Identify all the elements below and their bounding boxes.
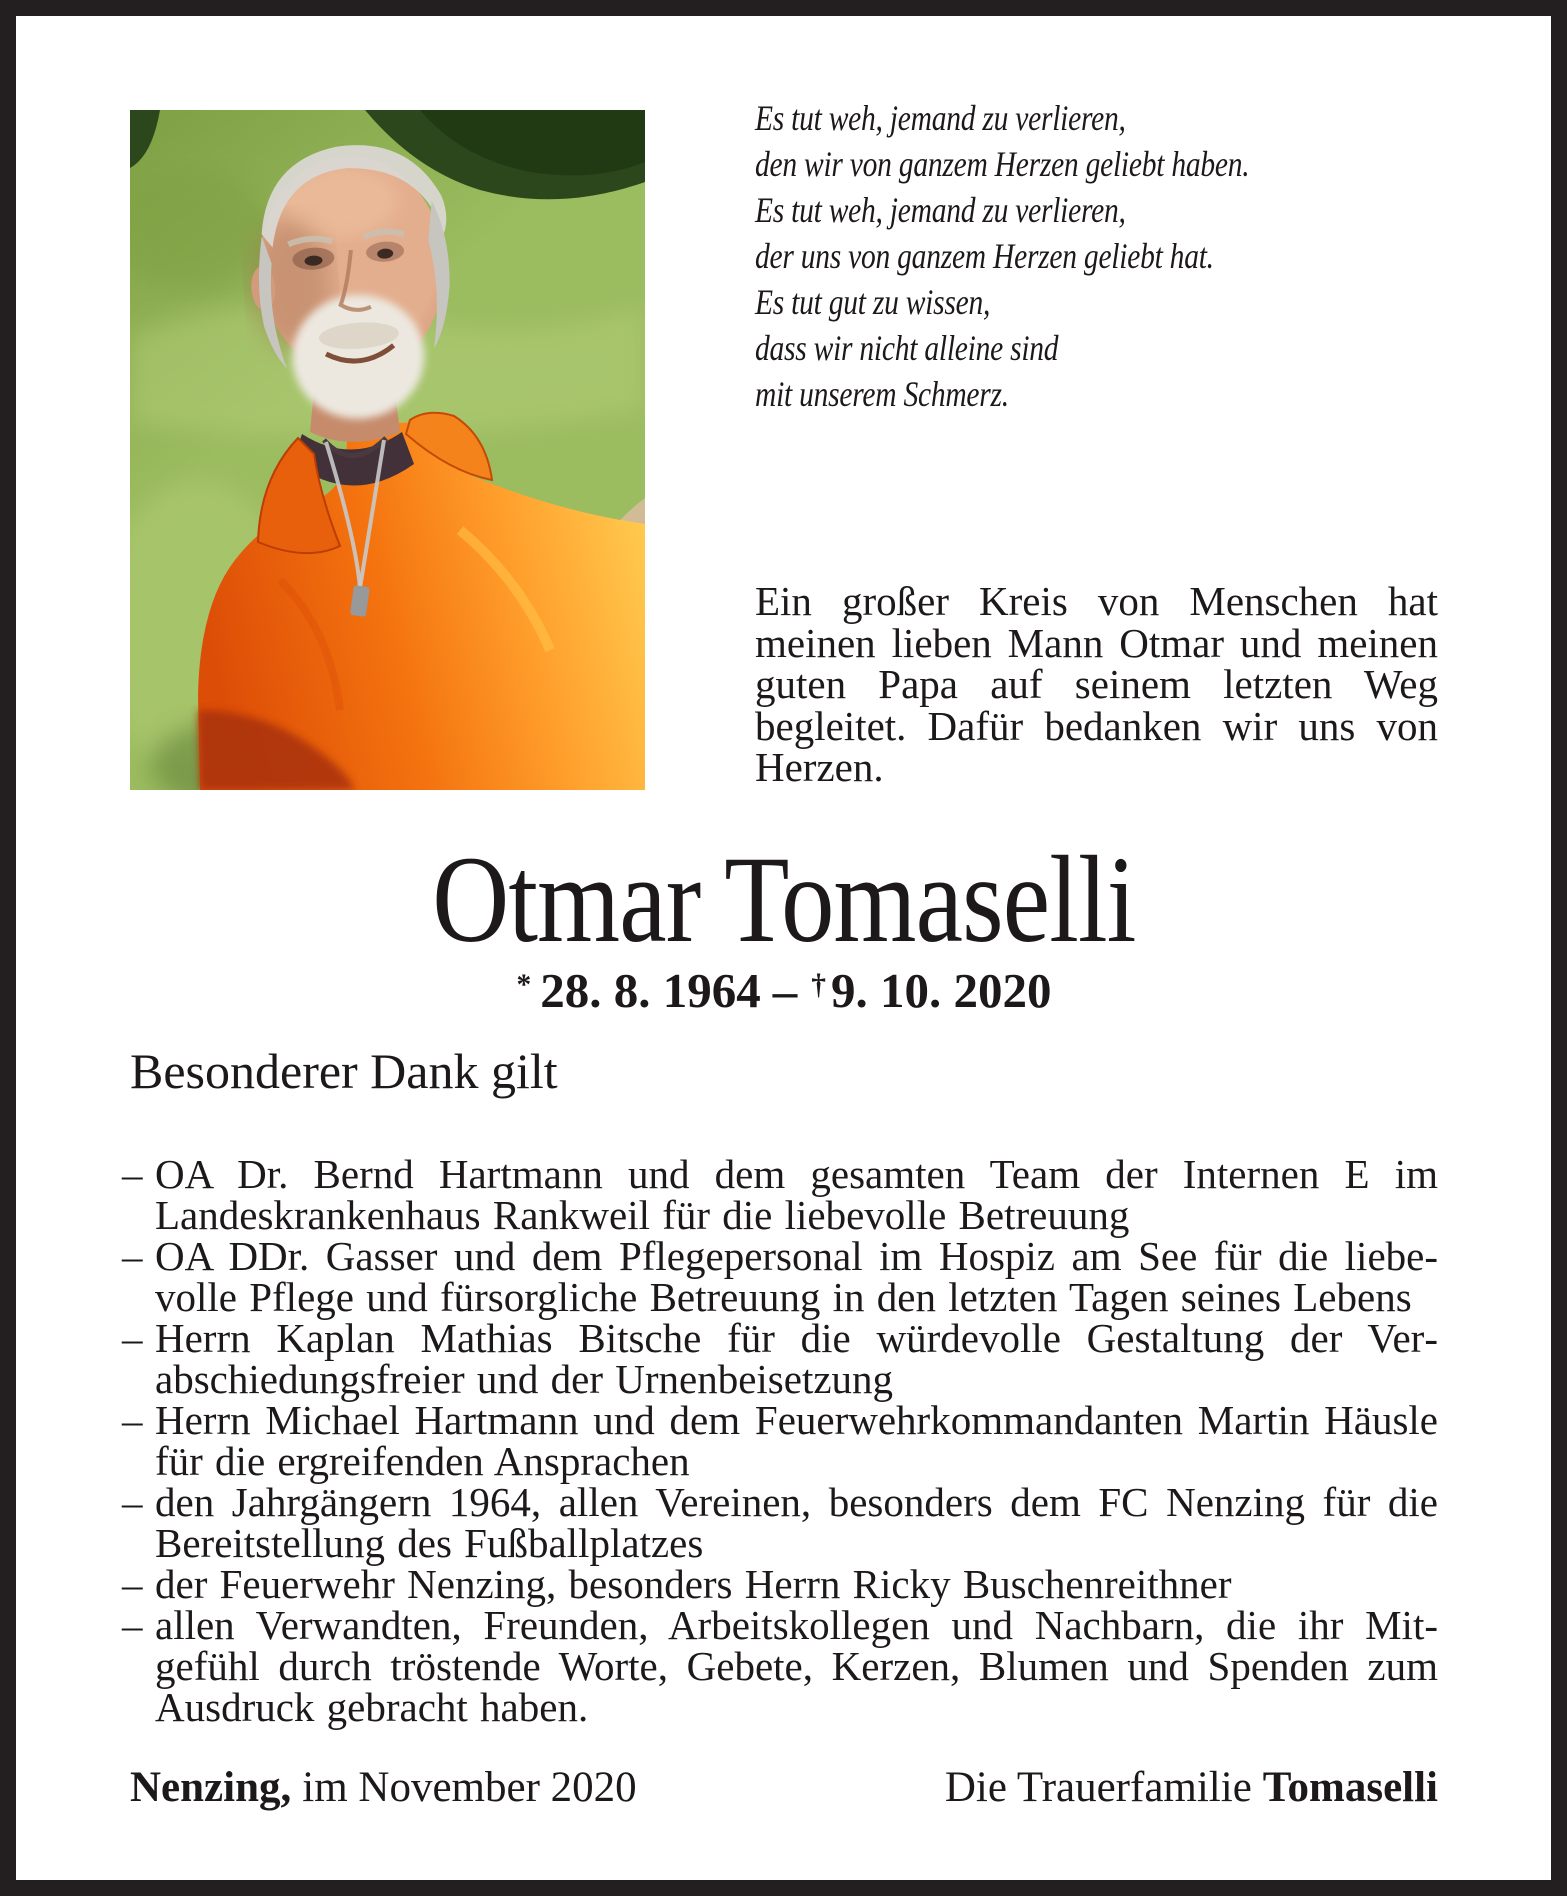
acknowledgement-paragraph: Ein großer Kreis von Menschen hat meinen lieben Mann Otmar und meinen guten Papa auf seinem letzten Weg begleitet. Dafür bedanken wir uns von Herzen. bbox=[755, 578, 1438, 790]
place-and-date bbox=[130, 1763, 637, 1813]
deceased-name bbox=[130, 833, 1438, 967]
poem-line: der uns von ganzem Herzen geliebt hat. bbox=[755, 236, 1214, 276]
thanks-item bbox=[122, 1602, 1438, 1730]
list-dash: – bbox=[122, 1151, 143, 1197]
poem-line: den wir von ganzem Herzen geliebt haben. bbox=[755, 144, 1250, 184]
list-dash: – bbox=[122, 1315, 143, 1361]
list-dash: – bbox=[122, 1233, 143, 1279]
thanks-item bbox=[122, 1397, 1438, 1484]
birth-date: 28. 8. 1964 bbox=[540, 963, 761, 1019]
thanks-item-text: OA Dr. Bernd Hartmann und dem gesamten Team der Internen E im Landeskrankenhaus Rankweil für die liebevolle Betreuung bbox=[155, 1151, 1438, 1238]
thanks-item-text: allen Verwandten, Freunden, Arbeitskollegen und Nachbarn, die ihr Mitgefühl durch tröstende Worte, Gebete, Kerzen, Blumen und Spenden zum Ausdruck gebracht haben. bbox=[155, 1602, 1438, 1730]
thanks-item bbox=[122, 1561, 1438, 1607]
portrait-photo bbox=[130, 110, 645, 790]
list-dash: – bbox=[122, 1602, 143, 1648]
deceased-name-text: Otmar Tomaselli bbox=[432, 831, 1136, 968]
poem-line: Es tut weh, jemand zu verlieren, bbox=[755, 190, 1126, 230]
poem-line: Es tut weh, jemand zu verlieren, bbox=[755, 98, 1126, 138]
date-text: im November 2020 bbox=[302, 1764, 637, 1811]
thanks-item bbox=[122, 1151, 1438, 1238]
poem-line: dass wir nicht alleine sind bbox=[755, 328, 1059, 368]
family-signature bbox=[945, 1763, 1438, 1813]
thanks-item-text: Herrn Kaplan Mathias Bitsche für die würdevolle Gestaltung der Verabschiedungsfreier und der Urnenbeisetzung bbox=[155, 1315, 1438, 1402]
family-prefix: Die Trauerfamilie bbox=[944, 1764, 1252, 1811]
thanks-heading: Besonderer Dank gilt bbox=[130, 1043, 558, 1099]
thanks-item-text: der Feuerwehr Nenzing, besonders Herrn Ricky Buschenreithner bbox=[155, 1561, 1232, 1607]
list-dash: – bbox=[122, 1479, 143, 1525]
poem-line: mit unserem Schmerz. bbox=[755, 374, 1009, 414]
thanks-item bbox=[122, 1479, 1438, 1566]
dates-separator: – bbox=[772, 963, 798, 1019]
list-dash: – bbox=[122, 1397, 143, 1443]
poem-line: Es tut gut zu wissen, bbox=[755, 282, 991, 322]
footer bbox=[130, 1763, 1438, 1813]
life-dates bbox=[130, 957, 1438, 1019]
thanks-item-text: Herrn Michael Hartmann und dem Feuerwehrkommandanten Martin Häusle für die ergreifenden Ansprachen bbox=[155, 1397, 1438, 1484]
thanks-item bbox=[122, 1315, 1438, 1402]
thanks-item-text: OA DDr. Gasser und dem Pflegepersonal im Hospiz am See für die liebevolle Pflege und fürsorgliche Betreuung in den letzten Tagen seines Lebens bbox=[155, 1233, 1438, 1320]
family-name: Tomaselli bbox=[1262, 1764, 1438, 1811]
death-date: 9. 10. 2020 bbox=[830, 963, 1052, 1019]
birth-symbol: * bbox=[516, 969, 532, 1001]
thanks-item bbox=[122, 1233, 1438, 1320]
thanks-list bbox=[122, 1151, 1438, 1730]
condolence-poem bbox=[755, 95, 1249, 417]
place-name: Nenzing, bbox=[130, 1764, 292, 1811]
death-symbol: † bbox=[811, 969, 826, 1001]
thanks-item-text: den Jahrgängern 1964, allen Vereinen, besonders dem FC Nenzing für die Bereitstellung des Fußballplatzes bbox=[155, 1479, 1438, 1566]
list-dash: – bbox=[122, 1561, 143, 1607]
